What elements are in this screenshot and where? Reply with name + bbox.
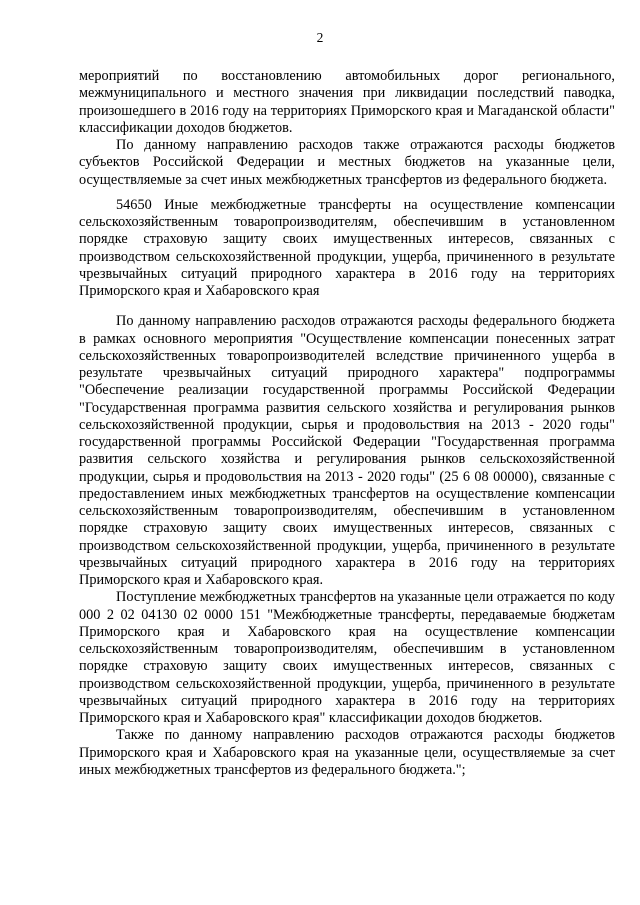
paragraph-regional-expenses: Также по данному направлению расходов отражаются расходы бюджетов Приморского края и Хабаровского края на указанные цели, осуществляемые за счет иных межбюджетных трансфертов из федерального бюджета."; (79, 727, 615, 778)
document-body (79, 68, 615, 779)
paragraph-also-reflected: По данному направлению расходов также отражаются расходы бюджетов субъектов Российской Федерации и местных бюджетов на указанные цели, осуществляемые за счет иных межбюджетных трансфертов из федерального бюджета. (79, 137, 615, 188)
paragraph-federal-expenses: По данному направлению расходов отражаются расходы федерального бюджета в рамках основного мероприятия "Осуществление компенсации понесенных затрат сельскохозяйственных товаропроизводителей вследствие причиненного ущерба в результате чрезвычайных ситуаций природного характера" подпрограммы "Обеспечение реализации государственной программы Российской Федерации "Государственная программа развития сельского хозяйства и регулирования рынков сельскохозяйственной продукции, сырья и продовольствия на 2013 - 2020 годы" государственной программы Российской Федерации "Государственная программа развития сельского хозяйства и регулирования рынков сельскохозяйственной продукции, сырья и продовольствия на 2013 - 2020 годы" (25 6 08 00000), связанные с предоставлением иных межбюджетных трансфертов на осуществление компенсации сельскохозяйственным товаропроизводителям, обеспечившим в установленном порядке страховую защиту своих имущественных интересов, связанных с производством сельскохозяйственной продукции, ущерба, причиненного в результате чрезвычайных ситуаций природного характера в 2016 году на территориях Приморского края и Хабаровского края. (79, 313, 615, 588)
paragraph-transfer-receipts: Поступление межбюджетных трансфертов на указанные цели отражается по коду 000 2 02 04130 02 0000 151 "Межбюджетные трансферты, передаваемые бюджетам Приморского края и Хабаровского края на осуществление компенсации сельскохозяйственным товаропроизводителям, обеспечившим в установленном порядке страховую защиту своих имущественных интересов, связанных с производством сельскохозяйственной продукции, ущерба, причиненного в результате чрезвычайных ситуаций природного характера в 2016 году на территориях Приморского края и Хабаровского края" классификации доходов бюджетов. (79, 589, 615, 726)
paragraph-code-54650-heading: 54650 Иные межбюджетные трансферты на осуществление компенсации сельскохозяйственным товаропроизводителям, обеспечившим в установленном порядке страховую защиту своих имущественных интересов, связанных с производством сельскохозяйственной продукции, ущерба, причиненного в результате чрезвычайных ситуаций природного характера в 2016 году на территориях Приморского края и Хабаровского края (79, 196, 615, 299)
page-number: 2 (316, 30, 324, 45)
paragraph-continuation: мероприятий по восстановлению автомобильных дорог регионального, межмуниципального и местного значения при ликвидации последствий паводка, произошедшего в 2016 году на территориях Приморского края и Магаданской области" классификации доходов бюджетов. (79, 68, 615, 136)
